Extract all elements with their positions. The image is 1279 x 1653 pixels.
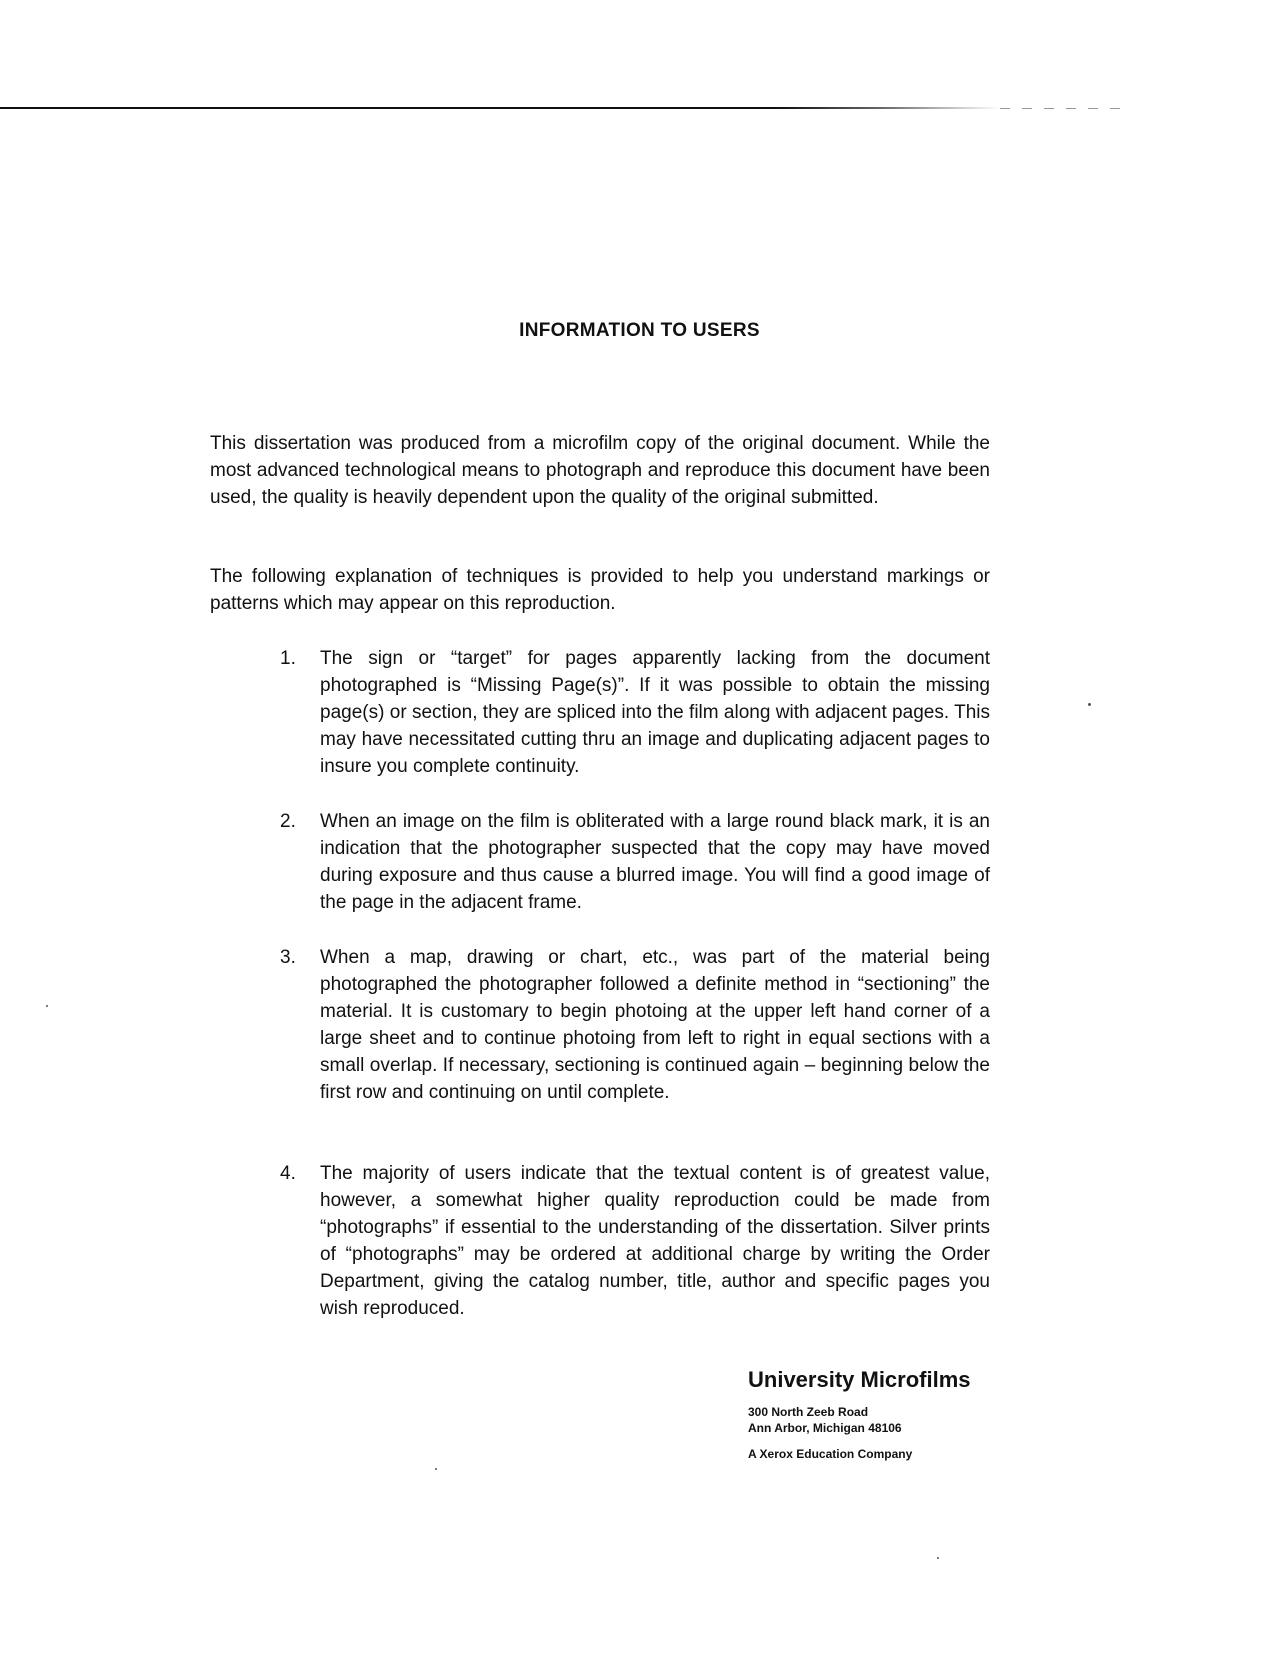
list-item-text: The majority of users indicate that the textual content is of greatest value, however, a somewhat higher quality reproduction could be made from “photographs” if essential to the understanding of the dissertation. Silver prints of “photographs” may be ordered at additional charge by writing the Order Department, giving the catalog number, title, author and specific pages you wish reproduced. [320,1163,990,1319]
scan-speck [937,1557,939,1559]
list-item-text: The sign or “target” for pages apparently lacking from the document photographed is “Missing Page(s)”. If it was possible to obtain the missing page(s) or section, they are spliced into the film along with adjacent pages. This may have necessitated cutting thru an image and duplicating adjacent pages to insure you complete continuity. [320,648,990,777]
publisher-tagline: A Xerox Education Company [748,1447,913,1461]
list-item-number: 1. [280,648,296,669]
intro-paragraph: This dissertation was produced from a microfilm copy of the original document. While the most advanced technological means to photograph and reproduce this document have been used, the quality is heavily dependent upon the quality of the original submitted. [210,433,990,508]
page-title: INFORMATION TO USERS [519,320,760,341]
list-item-text: When a map, drawing or chart, etc., was part of the material being photographed the photographer followed a definite method in “sectioning” the material. It is customary to begin photoing at the upper left hand corner of a large sheet and to continue photoing from left to right in equal sections with a small overlap. If necessary, sectioning is continued again – beginning below the first row and continuing on until complete. [320,947,990,1103]
publisher-address-line1: 300 North Zeeb Road [748,1405,869,1419]
list-item-number: 4. [280,1163,296,1184]
top-rule [0,107,1000,109]
publisher-address-line2: Ann Arbor, Michigan 48106 [748,1421,902,1435]
top-rule-tail [1000,108,1120,109]
publisher-name: University Microfilms [748,1367,971,1392]
scan-speck [46,1005,48,1007]
scan-speck [435,1468,437,1470]
explanation-paragraph: The following explanation of techniques is provided to help you understand markings or patterns which may appear on this reproduction. [210,566,990,614]
list-item-number: 3. [280,947,296,968]
list-item-text: When an image on the film is obliterated with a large round black mark, it is an indication that the photographer suspected that the copy may have moved during exposure and thus cause a blurred image. You will find a good image of the page in the adjacent frame. [320,811,990,913]
list-item-number: 2. [280,811,296,832]
scan-speck [1088,703,1091,706]
